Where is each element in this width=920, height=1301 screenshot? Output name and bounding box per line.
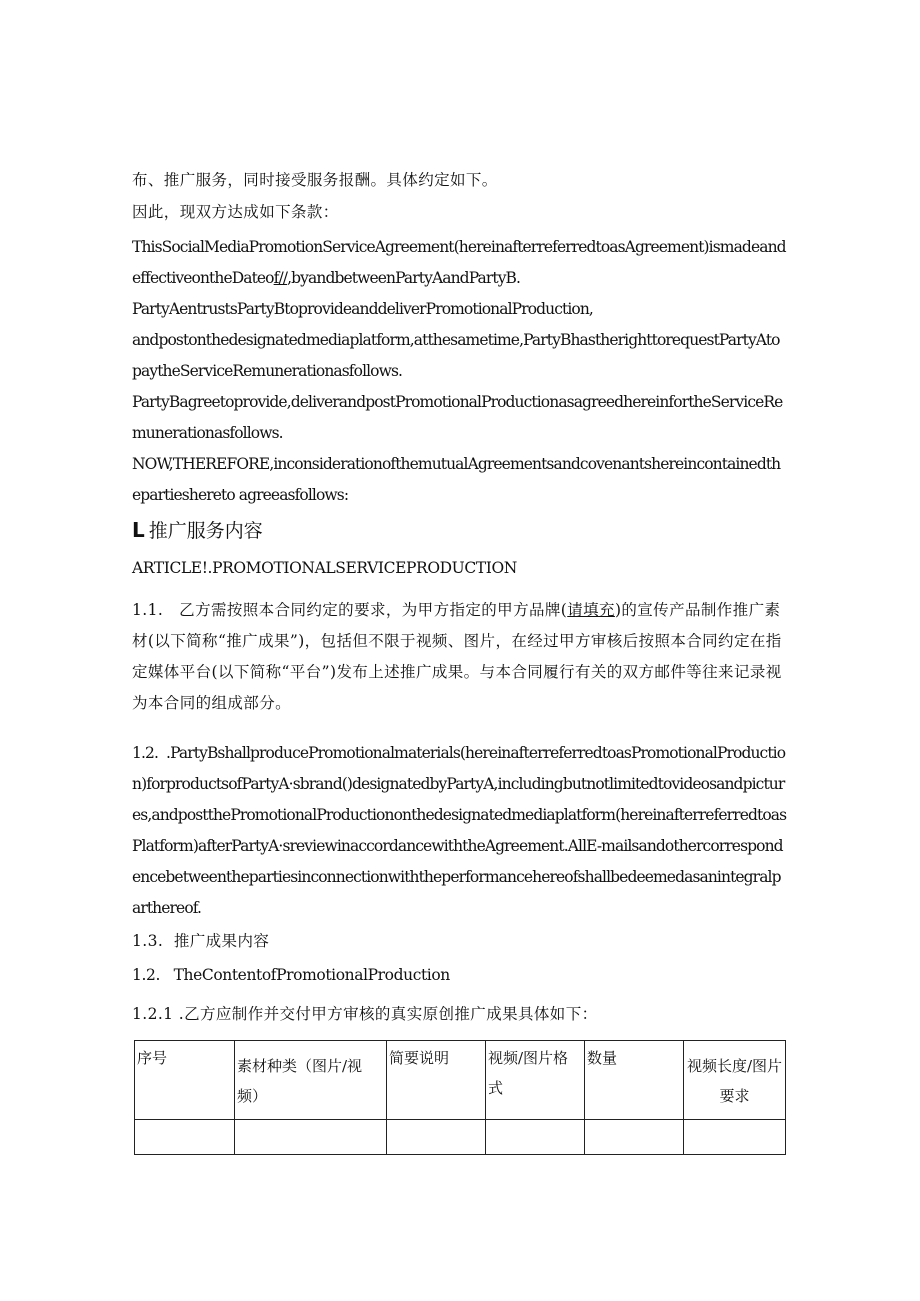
clause-1-3-text: 推广成果内容 xyxy=(173,932,270,950)
intro-line-1: 布、推广服务，同时接受服务报酬。具体约定如下。 xyxy=(132,171,498,189)
section-title-zh: 推广服务内容 xyxy=(148,520,263,542)
table-cell[interactable] xyxy=(585,1120,684,1155)
preamble-text-a: ThisSocialMediaPromotionServiceAgreement(hereinafterreferredtoasAgreement)ismadeandeffectiveontheDateo xyxy=(132,238,786,287)
brand-fill-blank: 请填充 xyxy=(567,601,615,619)
clause-1-2b-text: TheContentofPromotionalProduction xyxy=(173,966,450,984)
header-description: 简要说明 xyxy=(387,1041,486,1120)
section-marker: L xyxy=(132,518,145,542)
header-material-type: 素材种类（图片/视频） xyxy=(235,1041,387,1120)
clause-1-2-number: 1.2. xyxy=(132,744,158,762)
table-cell[interactable] xyxy=(486,1120,585,1155)
table-header-row xyxy=(135,1041,786,1120)
clause-1-2b xyxy=(132,960,788,991)
agreement-preamble xyxy=(132,232,788,294)
preamble-text-b: ,byandbetweenPartyAandPartyB. xyxy=(287,269,521,287)
therefore-paragraph: NOW,THEREFORE,inconsiderationofthemutualAgreementsandcovenantshereincontainedthepartieshereto agreeasfollows: xyxy=(132,455,781,504)
clause-1-1 xyxy=(132,595,788,719)
clause-1-1-number: 1.1. xyxy=(132,601,164,619)
post-paragraph: andpostonthedesignatedmediaplatform,atthesametime,PartyBhastherighttorequestPartyAtopaytheServiceRemunerationasfollows. xyxy=(132,331,780,380)
section-heading xyxy=(132,516,263,543)
table-row xyxy=(135,1120,786,1155)
clause-1-2-text: .PartyBshallproducePromotionalmaterials(hereinafterreferredtoasPromotionalProduction)forproductsofPartyA·sbrand()designatedbyPartyA,includingbutnotlimitedtovideosandpictures,andpostthePromotionalProductiononthedesignatedmediaplatform(hereinafterreferredtoasPlatform)afterPartyA·sreviewinaccordancewiththeAgreement.AllE-mailsandothercorrespondencebetweenthepartiesinconnectionwiththeperformancehereofshallbedeemedasanintegralparthereof. xyxy=(132,744,787,917)
clause-1-2-1 xyxy=(132,999,788,1030)
section-title-en: ARTICLE!.PROMOTIONALSERVICEPRODUCTION xyxy=(132,559,517,577)
header-quantity: 数量 xyxy=(585,1041,684,1120)
promotion-content-table xyxy=(134,1040,786,1155)
clause-1-2b-number: 1.2. xyxy=(132,966,160,984)
intro-line-2: 因此，现双方达成如下条款： xyxy=(132,203,339,221)
table-cell[interactable] xyxy=(235,1120,387,1155)
clause-1-3 xyxy=(132,926,788,957)
date-blank: f// xyxy=(273,269,288,287)
clause-1-1-text-a: 乙方需按照本合同约定的要求，为甲方指定的甲方品牌( xyxy=(179,601,568,619)
header-format: 视频/图片格式 xyxy=(486,1041,585,1120)
table-cell[interactable] xyxy=(387,1120,486,1155)
clause-1-1-text-b: )的宣传产品制作推广素材(以下简称“推广成果”)，包括但不限于视频、图片，在经过甲方审核后按照本合同约定在指定媒体平台(以下简称“平台”)发布上述推广成果。与本合同履行有关的双方邮件等往来记录视为本合同的组成部分。 xyxy=(132,601,782,712)
table-cell[interactable] xyxy=(684,1120,786,1155)
entrust-paragraph: PartyAentrustsPartyBtoprovideanddeliverPromotionalProduction, xyxy=(132,300,593,318)
header-length-requirement: 视频长度/图片要求 xyxy=(684,1041,786,1120)
clause-1-2-1-number: 1.2.1 xyxy=(132,1005,174,1023)
clause-1-3-number: 1.3. xyxy=(132,932,164,950)
header-index: 序号 xyxy=(135,1041,235,1120)
clause-1-2-en xyxy=(132,738,788,924)
table-cell[interactable] xyxy=(135,1120,235,1155)
agree-paragraph: PartyBagreetoprovide,deliverandpostPromotionalProductionasagreedhereinfortheServiceRemunerationasfollows. xyxy=(132,393,783,442)
clause-1-2-1-text: .乙方应制作并交付甲方审核的真实原创推广成果具体如下： xyxy=(178,1005,598,1023)
